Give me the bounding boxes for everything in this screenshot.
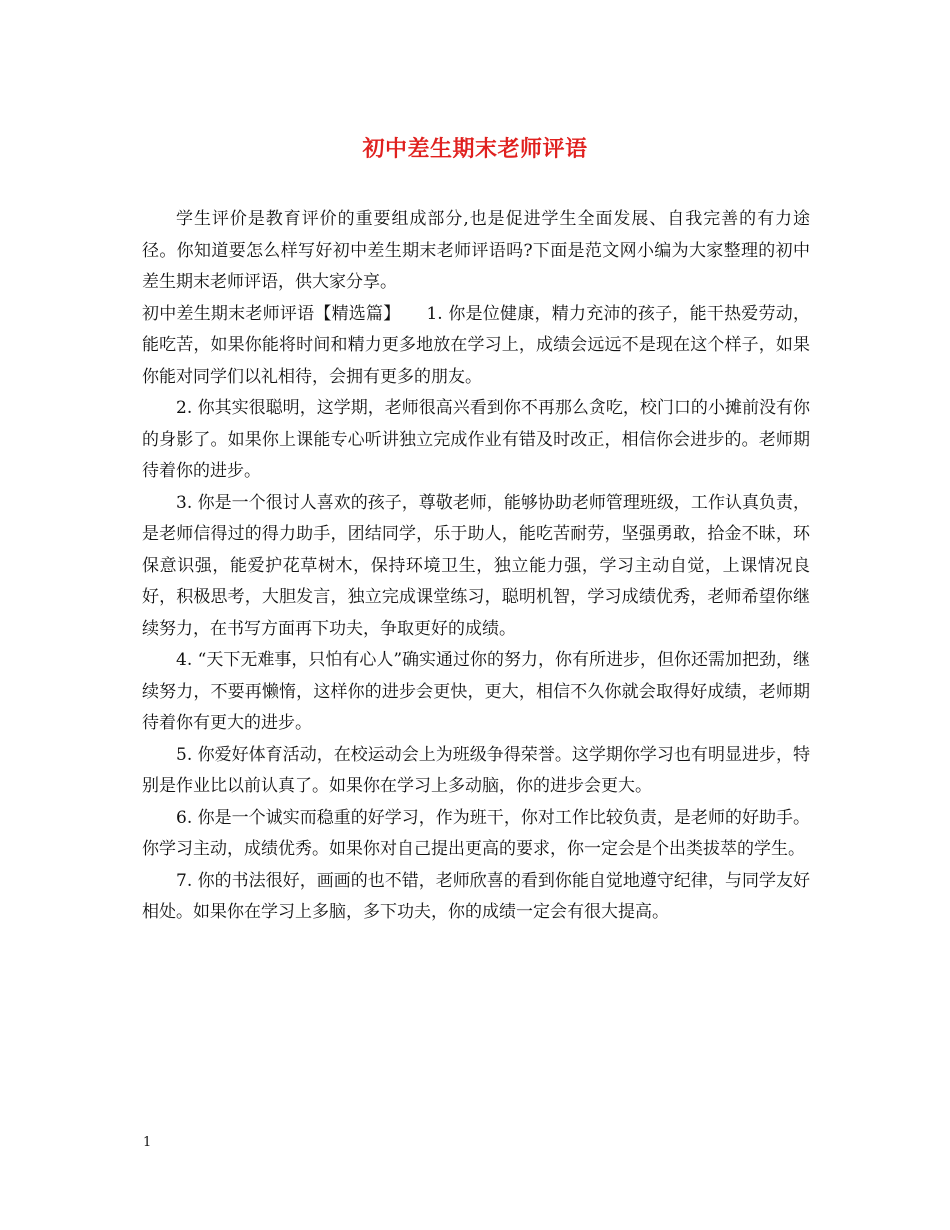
document-title: 初中差生期末老师评语 (362, 136, 588, 162)
comment-item: 4. “天下无难事，只怕有心人”确实通过你的努力，你有所进步，但你还需加把劲，继续努力，不要再懒惰，这样你的进步会更快，更大，相信不久你就会取得好成绩，老师期待着你有更大的进步。 (142, 650, 811, 733)
comment-item: 7. 你的书法很好，画画的也不错，老师欣喜的看到你能自觉地遵守纪律，与同学友好相处。如果你在学习上多脑，多下功夫，你的成绩一定会有很大提高。 (142, 870, 810, 922)
comment-item: 5. 你爱好体育活动，在校运动会上为班级争得荣誉。这学期你学习也有明显进步，特别是作业比以前认真了。如果你在学习上多动脑，你的进步会更大。 (142, 744, 810, 796)
page-number: 1 (143, 1135, 152, 1150)
document-body (142, 204, 810, 929)
intro-paragraph: 学生评价是教育评价的重要组成部分,也是促进学生全面发展、自我完善的有力途径。你知道要怎么样写好初中差生期末老师评语吗?下面是范文网小编为大家整理的初中差生期末老师评语，供大家分享。 (142, 209, 810, 292)
comment-item: 6. 你是一个诚实而稳重的好学习，作为班干，你对工作比较负责，是老师的好助手。你学习主动，成绩优秀。如果你对自己提出更高的要求，你一定会是个出类拔萃的学生。 (142, 807, 810, 859)
comment-item: 2. 你其实很聪明，这学期，老师很高兴看到你不再那么贪吃，校门口的小摊前没有你的身影了。如果你上课能专心听讲独立完成作业有错及时改正，相信你会进步的。老师期待着你的进步。 (142, 398, 810, 481)
comment-item: 1. 你是位健康，精力充沛的孩子，能干热爱劳动，能吃苦，如果你能将时间和精力更多地放在学习上，成绩会远远不是现在这个样子，如果你能对同学们以礼相待，会拥有更多的朋友。 (142, 303, 811, 387)
comment-item: 3. 你是一个很讨人喜欢的孩子，尊敬老师，能够协助老师管理班级，工作认真负责，是老师信得过的得力助手，团结同学，乐于助人，能吃苦耐劳，坚强勇敢，拾金不昧，环保意识强，能爱护花草树木，保持环境卫生，独立能力强，学习主动自觉，上课情况良好，积极思考，大胆发言，独立完成课堂练习，聪明机智，学习成绩优秀，老师希望你继续努力，在书写方面再下功夫，争取更好的成绩。 (142, 492, 810, 639)
section-heading: 初中差生期末老师评语【精选篇】 (142, 303, 393, 324)
section-paragraph (142, 299, 810, 394)
